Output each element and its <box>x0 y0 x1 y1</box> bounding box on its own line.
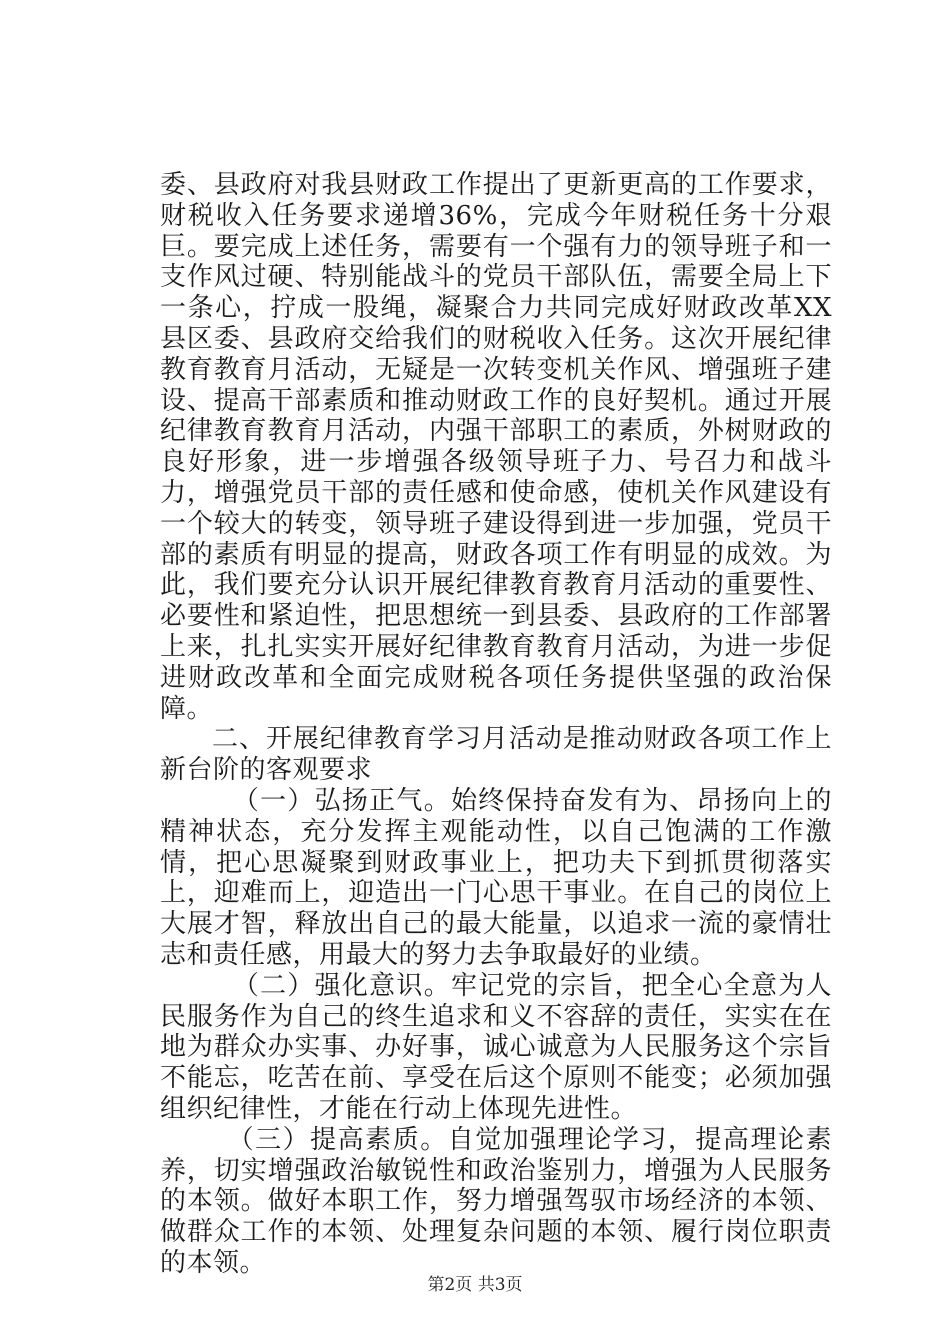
paragraph-item-2: （二）强化意识。牢记党的宗旨，把全心全意为人民服务作为自己的终生追求和义不容辞的责任，实实在在地为群众办实事、办好事，诚心诚意为人民服务这个宗旨不能忘，吃苦在前、享受在后这个原则不能变；必须加强组织纪律性，才能在行动上体现先进性。 <box>160 970 832 1124</box>
paragraph-item-3: （三）提高素质。自觉加强理论学习，提高理论素养，切实增强政治敏锐性和政治鉴别力，增强为人民服务的本领。做好本职工作，努力增强驾驭市场经济的本领、做群众工作的本领、处理复杂问题的本领、履行岗位职责的本领。 <box>160 1124 832 1278</box>
page-footer: 第2页 共3页 <box>427 1275 523 1295</box>
paragraph-item-1: （一）弘扬正气。始终保持奋发有为、昂扬向上的精神状态，充分发挥主观能动性，以自己饱满的工作激情，把心思凝聚到财政事业上，把功夫下到抓贯彻落实上，迎难而上，迎造出一门心思干事业。在自己的岗位上大展才智，释放出自己的最大能量，以追求一流的豪情壮志和责任感，用最大的努力去争取最好的业绩。 <box>160 785 832 970</box>
paragraph-continuation: 委、县政府对我县财政工作提出了更新更高的工作要求，财税收入任务要求递增36%，完成今年财税任务十分艰巨。要完成上述任务，需要有一个强有力的领导班子和一支作风过硬、特别能战斗的党员干部队伍，需要全局上下一条心，拧成一股绳，凝聚合力共同完成好财政改革XX县区委、县政府交给我们的财税收入任务。这次开展纪律教育教育月活动，无疑是一次转变机关作风、增强班子建设、提高干部素质和推动财政工作的良好契机。通过开展纪律教育教育月活动，内强干部职工的素质，外树财政的良好形象，进一步增强各级领导班子力、号召力和战斗力，增强党员干部的责任感和使命感，使机关作风建设有一个较大的转变，领导班子建设得到进一步加强，党员干部的素质有明显的提高，财政各项工作有明显的成效。为此，我们要充分认识开展纪律教育教育月活动的重要性、必要性和紧迫性，把思想统一到县委、县政府的工作部署上来，扎扎实实开展好纪律教育教育月活动，为进一步促进财政改革和全面完成财税各项任务提供坚强的政治保障。 <box>160 170 832 724</box>
document-body <box>160 170 832 1279</box>
section-heading: 二、开展纪律教育学习月活动是推动财政各项工作上新台阶的客观要求 <box>160 724 832 786</box>
